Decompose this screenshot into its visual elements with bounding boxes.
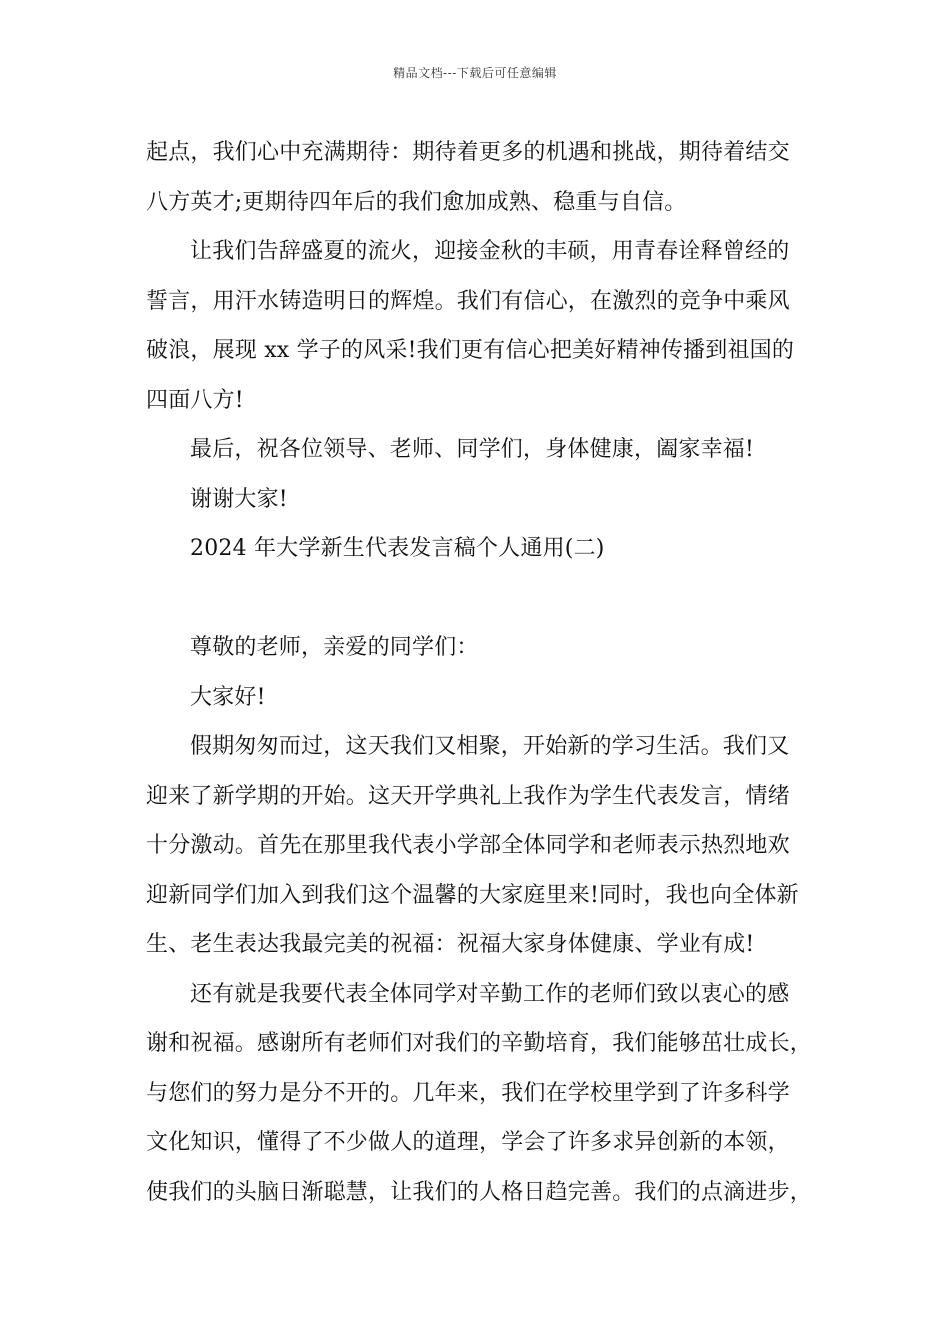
section-title: 2024 年大学新生代表发言稿个人通用(二) [190,536,605,561]
paragraph-line: 四面八方! [146,387,244,413]
paragraph-line: 使我们的头脑日渐聪慧，让我们的人格日趋完善。我们的点滴进步， [146,1179,813,1205]
paragraph-line: 文化知识，懂得了不少做人的道理，学会了许多求异创新的本领， [146,1130,790,1155]
paragraph-line: 破浪，展现 xx 学子的风采!我们更有信心把美好精神传播到祖国的 [146,338,795,363]
paragraph-line: 迎新同学们加入到我们这个温馨的大家庭里来!同时，我也向全体新 [146,882,799,908]
paragraph-line: 谢谢大家! [190,486,288,512]
paragraph-line: 让我们告辞盛夏的流火，迎接金秋的丰硕，用青春诠释曾经的 [190,239,790,264]
salutation: 尊敬的老师，亲爱的同学们： [190,635,479,660]
paragraph-line: 生、老生表达我最完美的祝福：祝福大家身体健康、学业有成! [146,932,755,957]
document-body [146,128,826,1217]
paragraph-line: 与您们的努力是分不开的。几年来，我们在学校里学到了许多科学 [146,1080,790,1106]
paragraph-line: 誓言，用汗水铸造明日的辉煌。我们有信心，在激烈的竞争中乘风 [146,288,790,314]
paragraph-line: 还有就是我要代表全体同学对辛勤工作的老师们致以衷心的感 [190,981,790,1007]
paragraph-line: 十分激动。首先在那里我代表小学部全体同学和老师表示热烈地欢 [146,833,790,858]
greeting: 大家好! [190,684,266,710]
paragraph-line: 谢和祝福。感谢所有老师们对我们的辛勤培育，我们能够茁壮成长， [146,1031,813,1056]
paragraph-line: 八方英才;更期待四年后的我们愈加成熟、稳重与自信。 [146,189,687,215]
page-header: 精品文档---下载后可任意编辑 [393,66,557,80]
paragraph-line: 假期匆匆而过，这天我们又相聚，开始新的学习生活。我们又 [190,734,790,759]
paragraph-line: 迎来了新学期的开始。这天开学典礼上我作为学生代表发言，情绪 [146,783,790,809]
blank-line [146,574,826,624]
paragraph-line: 起点，我们心中充满期待：期待着更多的机遇和挑战，期待着结交 [146,140,790,165]
paragraph-line: 最后，祝各位领导、老师、同学们，身体健康，阖家幸福! [190,437,755,462]
